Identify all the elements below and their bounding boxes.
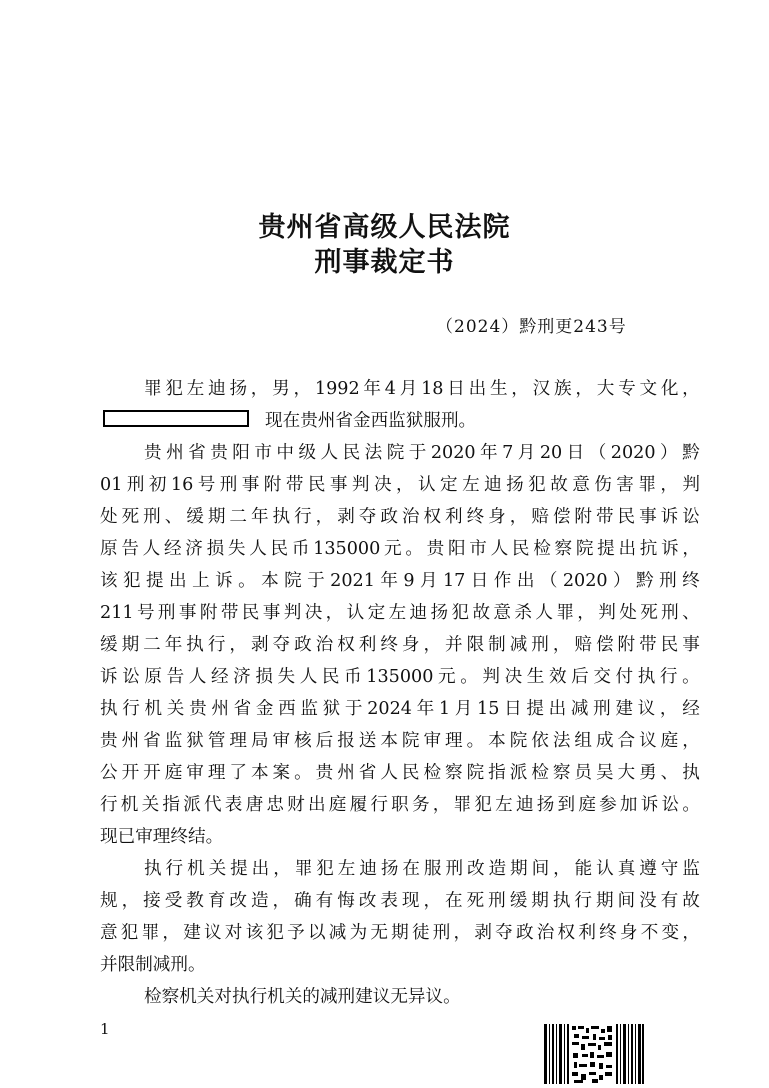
- text-line: 贵 州 省 贵 阳 市 中 级 人 民 法 院 于 2020 年 7 月 20 日 （ 2020 ） 黔: [144, 443, 700, 463]
- redacted-line: [100, 405, 700, 437]
- text-line: 罪 犯 左 迪 扬 ， 男 ， 1992 年 4 月 18 日 出 生 ， 汉 族 ， 大 专 文 化 ，: [144, 379, 700, 399]
- text-line: 公 开 开 庭 审 理 了 本 案 。 贵 州 省 人 民 检 察 院 指 派 检 察 员 吴 大 勇 、 执: [100, 763, 700, 783]
- text-line: 并限制减刑。: [100, 955, 206, 975]
- text-line: 执 行 机 关 贵 州 省 金 西 监 狱 于 2024 年 1 月 15 日 提 出 减 刑 建 议 ， 经: [100, 699, 700, 719]
- page-number: 1: [100, 1020, 110, 1038]
- text-line: 贵 州 省 监 狱 管 理 局 审 核 后 报 送 本 院 审 理 。 本 院 依 法 组 成 合 议 庭 ，: [100, 731, 700, 751]
- text-line: 执 行 机 关 提 出 ， 罪 犯 左 迪 扬 在 服 刑 改 造 期 间 ， 能 认 真 遵 守 监: [144, 859, 700, 879]
- text-line: 211 号 刑 事 附 带 民 事 判 决 ， 认 定 左 迪 扬 犯 故 意 杀 人 罪 ， 判 处 死 刑 、: [100, 603, 700, 623]
- document-type-title: 刑事裁定书: [314, 247, 455, 278]
- text-line: 原 告 人 经 济 损 失 人 民 币 135000 元 。 贵 阳 市 人 民 检 察 院 提 出 抗 诉 ，: [100, 539, 700, 559]
- text-line: 诉 讼 原 告 人 经 济 损 失 人 民 币 135000 元 。 判 决 生 效 后 交 付 执 行 。: [100, 667, 700, 687]
- text-line: 规 ， 接 受 教 育 改 造 ， 确 有 悔 改 表 现 ， 在 死 刑 缓 期 执 行 期 间 没 有 故: [100, 891, 700, 911]
- document-body: [100, 373, 700, 1013]
- redaction-box: [103, 410, 249, 427]
- text-line: 01 刑 初 16 号 刑 事 附 带 民 事 判 决 ， 认 定 左 迪 扬 犯 故 意 伤 害 罪 ， 判: [100, 475, 700, 495]
- text-line: 处 死 刑 、 缓 期 二 年 执 行 ， 剥 夺 政 治 权 利 终 身 ， 赔 偿 附 带 民 事 诉 讼: [100, 507, 700, 527]
- text-line: 现在贵州省金西监狱服刑。: [265, 411, 477, 431]
- qr-barcode-graphic: [544, 1024, 644, 1084]
- case-number: （2024）黔刑更243号: [436, 317, 627, 337]
- text-line: 检察机关对执行机关的减刑建议无异议。: [144, 987, 461, 1007]
- text-line: 意 犯 罪 ， 建 议 对 该 犯 予 以 减 为 无 期 徒 刑 ， 剥 夺 政 治 权 利 终 身 不 变 ，: [100, 923, 700, 943]
- text-line: 现已审理终结。: [100, 827, 224, 847]
- text-line: 该 犯 提 出 上 诉 。 本 院 于 2021 年 9 月 17 日 作 出 （ 2020 ） 黔 刑 终: [100, 571, 700, 591]
- court-name: 贵州省高级人民法院: [258, 212, 511, 243]
- text-line: 行 机 关 指 派 代 表 唐 忠 财 出 庭 履 行 职 务 ， 罪 犯 左 迪 扬 到 庭 参 加 诉 讼 。: [100, 795, 700, 815]
- text-line: 缓 期 二 年 执 行 ， 剥 夺 政 治 权 利 终 身 ， 并 限 制 减 刑 ， 赔 偿 附 带 民 事: [100, 635, 700, 655]
